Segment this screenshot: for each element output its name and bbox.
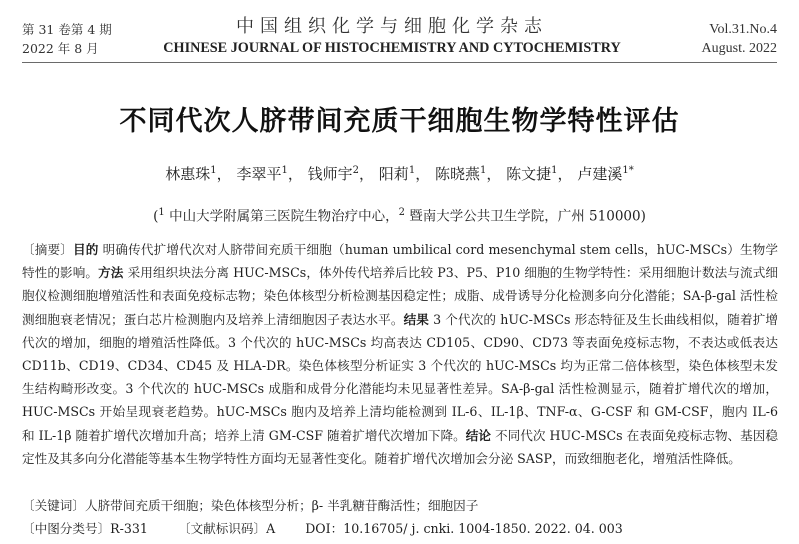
clc-value: R-331 — [110, 521, 148, 536]
doc-code-label: 〔文献标识码〕 — [177, 521, 267, 536]
journal-name-cn: 中国组织化学与细胞化学杂志 — [236, 16, 548, 37]
author: 林惠珠$^1$ — [165, 165, 217, 183]
volume-en: Vol.31.No.4 — [709, 22, 777, 37]
conclusion-label: 结论 — [465, 427, 492, 443]
author: 卢建溪$^{1*}$ — [577, 165, 634, 183]
journal-name — [128, 15, 656, 57]
affiliations: ($^1$ 中山大学附属第三医院生物治疗中心，$^2$ 暨南大学公共卫生学院，广州 510000) — [153, 207, 646, 225]
classification-line — [22, 518, 778, 540]
paper-title: 不同代次人脐带间充质干细胞生物学特性评估 — [119, 106, 680, 137]
journal-name-en: CHINESE JOURNAL OF HISTOCHEMISTRY AND CYTOCHEMISTRY — [163, 40, 621, 56]
issue-info-en — [702, 20, 777, 58]
date-en: August. 2022 — [701, 41, 777, 56]
author: 陈晓燕$^1$ — [434, 165, 487, 183]
volume-cn: 第 31 卷第 4 期 — [22, 22, 112, 37]
author: 阳莉$^1$ — [378, 165, 416, 183]
clc-label: 〔中图分类号〕 — [22, 521, 111, 536]
doi-label: DOI： — [305, 521, 344, 536]
methods-text: 采用组织块法分离 HUC-MSCs，体外传代培养后比较 P3、P5、P10 细胞的生物学特性：采用细胞计数法与流式细胞仪检测细胞增殖活性和表面免疫标志物；染色体核型分析检测基因稳定性；成脂、成骨诱导分化检测多向分化潜能；SA-β-gal 活性检测细胞衰老情况；蛋白芯片检测胞内及培养上清细胞因子表达水平。 — [22, 265, 779, 327]
header-rule — [22, 62, 777, 63]
results-text: 3 个代次的 hUC-MSCs 形态特征及生长曲线相似，随着扩增代次的增加，细胞的增殖活性降低。3 个代次的 hUC-MSCs 均高表达 CD105、CD90、CD73 等表面免疫标志物，不表达或低表达 CD11b、CD19、CD34、CD45 及 HLA-DR。染色体核型分析证实 3 个代次的 hUC-MSCs 均为正常二倍体核型，染色体核型未发生结构畸形改变。3 个代次的 hUC-MSCs 成脂和成骨分化潜能均未见显著性差异。SA-β-gal 活性检测显示，随着扩增代次的增加，HUC-MSCs 开始呈现衰老趋势。hUC-MSCs 胞内及培养上清均能检测到 IL-6、IL-1β、TNF-α、G-CSF 和 GM-CSF，胞内 IL-6 和 IL-1β 随着扩增代次增加升高；培养上清 GM-CSF 随着扩增代次增加下降。 — [22, 311, 779, 443]
purpose-label: 目的 — [72, 242, 99, 257]
keywords-text: 人脐带间充质干细胞；染色体核型分析；β- 半乳糖苷酶活性；细胞因子 — [84, 498, 479, 513]
methods-label: 方法 — [98, 265, 124, 281]
abstract-label: 〔摘要〕 — [22, 242, 73, 257]
keywords-label: 〔关键词〕 — [22, 498, 85, 513]
keywords — [22, 495, 778, 517]
author: 陈文捷$^1$ — [506, 165, 558, 183]
results-label: 结果 — [403, 311, 429, 327]
author: 钱师宇$^2$ — [307, 165, 360, 183]
purpose-text: 明确传代扩增代次对人脐带间充质干细胞（human umbilical cord mesenchymal stem cells，hUC-MSCs）生物学特性的影响。 — [22, 242, 779, 281]
author-list: 林惠珠$^1$， 李翠平$^1$， 钱师宇$^2$， 阳莉$^1$， 陈晓燕$^1$， 陈文捷$^1$， 卢建溪$^{1*}$ — [165, 165, 634, 183]
author: 李翠平$^1$ — [236, 165, 288, 183]
conclusion-text: 不同代次 HUC-MSCs 在表面免疫标志物、基因稳定性及其多向分化潜能等基本生物学特性方面均无显著性变化。随着扩增代次增加会分泌 SASP，而致细胞老化，增殖活性降低。 — [22, 427, 778, 466]
issue-info-cn — [22, 20, 112, 58]
abstract — [22, 238, 778, 470]
doc-code-value: A — [266, 521, 276, 536]
date-cn: 2022 年 8 月 — [22, 41, 99, 56]
doi-value: 10.16705/ j. cnki. 1004-1850. 2022. 04. 003 — [343, 521, 623, 536]
